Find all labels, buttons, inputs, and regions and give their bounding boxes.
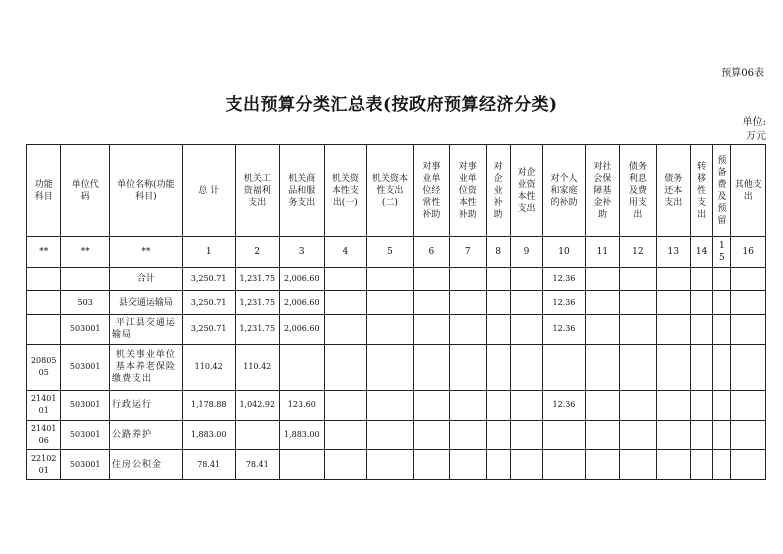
table-row: [27, 291, 766, 315]
column-index: **: [27, 237, 61, 268]
amount-cell: [450, 291, 486, 315]
amount-cell: [731, 420, 766, 450]
unit-code-cell: 503001: [61, 420, 110, 450]
amount-cell: [585, 450, 619, 480]
column-header: 对事 业单 位经 常性 补助: [413, 145, 449, 237]
amount-cell: [510, 344, 542, 390]
amount-cell: [656, 267, 690, 291]
unit-name-cell: 平江县交通运输局: [109, 315, 182, 345]
column-header: 预 备 费 及 预 留: [713, 145, 731, 237]
column-index: 1: [182, 237, 235, 268]
column-index: 14: [690, 237, 712, 268]
unit-name-cell: 行政运行: [109, 390, 182, 420]
amount-cell: [450, 450, 486, 480]
amount-cell: [543, 420, 586, 450]
unit-code-cell: [61, 267, 110, 291]
amount-cell: [413, 420, 449, 450]
amount-cell: 2,006.60: [280, 315, 325, 345]
unit-code-cell: 503001: [61, 450, 110, 480]
amount-cell: [413, 390, 449, 420]
amount-cell: [585, 291, 619, 315]
column-header: 机关商 品和服 务支出: [280, 145, 325, 237]
amount-cell: [324, 344, 367, 390]
amount-cell: [367, 291, 414, 315]
column-header: 转 移 性 支 出: [690, 145, 712, 237]
amount-cell: [656, 420, 690, 450]
amount-cell: 1,883.00: [182, 420, 235, 450]
amount-cell: 12.36: [543, 291, 586, 315]
amount-cell: [450, 344, 486, 390]
amount-cell: [620, 450, 656, 480]
unit-code-cell: 503001: [61, 344, 110, 390]
column-index: 13: [656, 237, 690, 268]
amount-cell: [413, 267, 449, 291]
amount-cell: [450, 420, 486, 450]
column-index: 11: [585, 237, 619, 268]
unit-code-cell: 503001: [61, 315, 110, 345]
amount-cell: 1,231.75: [235, 267, 280, 291]
amount-cell: 110.42: [235, 344, 280, 390]
amount-cell: [731, 344, 766, 390]
amount-cell: [585, 315, 619, 345]
table-row: [27, 315, 766, 345]
amount-cell: [690, 315, 712, 345]
unit-note: [720, 116, 766, 144]
column-header: 机关资 本性支 出(一): [324, 145, 367, 237]
function-code-cell: [27, 267, 61, 291]
amount-cell: 3,250.71: [182, 267, 235, 291]
amount-cell: [656, 344, 690, 390]
table-row: [27, 420, 766, 450]
amount-cell: [510, 267, 542, 291]
column-index: 16: [731, 237, 766, 268]
amount-cell: [620, 315, 656, 345]
amount-cell: [486, 390, 510, 420]
amount-cell: [543, 344, 586, 390]
column-header: 总 计: [182, 145, 235, 237]
amount-cell: [324, 267, 367, 291]
column-header: 机关资本 性支出 (二): [367, 145, 414, 237]
amount-cell: [543, 450, 586, 480]
function-code-cell: 21401 06: [27, 420, 61, 450]
amount-cell: 12.36: [543, 390, 586, 420]
amount-cell: [656, 315, 690, 345]
amount-cell: [656, 291, 690, 315]
column-index: 5: [367, 237, 414, 268]
column-index: **: [109, 237, 182, 268]
table-row: [27, 390, 766, 420]
column-header: 单位代 码: [61, 145, 110, 237]
amount-cell: [713, 420, 731, 450]
amount-cell: 110.42: [182, 344, 235, 390]
amount-cell: [324, 450, 367, 480]
amount-cell: 3,250.71: [182, 315, 235, 345]
column-header: 对社 会保 障基 金补 助: [585, 145, 619, 237]
amount-cell: [510, 291, 542, 315]
column-index: **: [61, 237, 110, 268]
unit-name-cell: 机关事业单位基本养老保险缴费支出: [109, 344, 182, 390]
amount-cell: [585, 344, 619, 390]
amount-cell: 1,883.00: [280, 420, 325, 450]
amount-cell: [486, 420, 510, 450]
header-row: [27, 145, 766, 237]
budget-table: [26, 144, 766, 480]
amount-cell: 12.36: [543, 267, 586, 291]
unit-name-cell: 住房公积金: [109, 450, 182, 480]
amount-cell: [620, 267, 656, 291]
amount-cell: [367, 450, 414, 480]
amount-cell: [731, 291, 766, 315]
amount-cell: [731, 267, 766, 291]
column-header: 对个人 和家庭 的补助: [543, 145, 586, 237]
column-index: 10: [543, 237, 586, 268]
amount-cell: 1,231.75: [235, 291, 280, 315]
amount-cell: [656, 390, 690, 420]
amount-cell: [713, 390, 731, 420]
amount-cell: [690, 291, 712, 315]
amount-cell: [510, 390, 542, 420]
amount-cell: 1,042.92: [235, 390, 280, 420]
amount-cell: [413, 344, 449, 390]
column-header: 其他支 出: [731, 145, 766, 237]
amount-cell: [280, 450, 325, 480]
function-code-cell: [27, 291, 61, 315]
column-header: 债务 利息 及费 用支 出: [620, 145, 656, 237]
unit-value: 万元: [746, 131, 766, 142]
amount-cell: [450, 267, 486, 291]
column-index: 12: [620, 237, 656, 268]
amount-cell: [620, 390, 656, 420]
document-code: 预算06表: [721, 68, 764, 79]
amount-cell: [690, 420, 712, 450]
amount-cell: [620, 344, 656, 390]
table-row: [27, 450, 766, 480]
amount-cell: [324, 420, 367, 450]
amount-cell: [690, 450, 712, 480]
column-header: 对 企 业 补 助: [486, 145, 510, 237]
amount-cell: [731, 390, 766, 420]
column-index: 9: [510, 237, 542, 268]
column-index: 7: [450, 237, 486, 268]
amount-cell: [585, 267, 619, 291]
unit-code-cell: 503001: [61, 390, 110, 420]
amount-cell: 1,231.75: [235, 315, 280, 345]
table-row: [27, 344, 766, 390]
unit-name-cell: 公路养护: [109, 420, 182, 450]
amount-cell: [367, 344, 414, 390]
amount-cell: 123.60: [280, 390, 325, 420]
column-header: 功能 科目: [27, 145, 61, 237]
amount-cell: 1,178.88: [182, 390, 235, 420]
amount-cell: [235, 420, 280, 450]
amount-cell: 78.41: [235, 450, 280, 480]
amount-cell: [713, 267, 731, 291]
amount-cell: [280, 344, 325, 390]
amount-cell: 3,250.71: [182, 291, 235, 315]
unit-label: 单位:: [742, 117, 766, 128]
unit-code-cell: 503: [61, 291, 110, 315]
amount-cell: [486, 291, 510, 315]
amount-cell: [713, 315, 731, 345]
amount-cell: [367, 315, 414, 345]
table-row: [27, 267, 766, 291]
column-index: 2: [235, 237, 280, 268]
amount-cell: [413, 291, 449, 315]
amount-cell: [510, 420, 542, 450]
amount-cell: [486, 344, 510, 390]
column-header: 债务 还本 支出: [656, 145, 690, 237]
amount-cell: [450, 315, 486, 345]
column-header: 机关工 资福利 支出: [235, 145, 280, 237]
column-index: 4: [324, 237, 367, 268]
column-header: 对事 业单 位资 本性 补助: [450, 145, 486, 237]
amount-cell: [367, 420, 414, 450]
column-index: 1 5: [713, 237, 731, 268]
amount-cell: [510, 315, 542, 345]
amount-cell: [656, 450, 690, 480]
amount-cell: [731, 450, 766, 480]
amount-cell: 12.36: [543, 315, 586, 345]
amount-cell: [324, 315, 367, 345]
function-code-cell: [27, 315, 61, 345]
amount-cell: [510, 450, 542, 480]
amount-cell: [324, 291, 367, 315]
amount-cell: [620, 420, 656, 450]
unit-name-cell: 合计: [109, 267, 182, 291]
column-index: 8: [486, 237, 510, 268]
amount-cell: [367, 390, 414, 420]
amount-cell: [620, 291, 656, 315]
unit-name-cell: 县交通运输局: [109, 291, 182, 315]
amount-cell: [413, 315, 449, 345]
amount-cell: [713, 344, 731, 390]
amount-cell: [486, 450, 510, 480]
amount-cell: [585, 390, 619, 420]
amount-cell: [486, 315, 510, 345]
amount-cell: [713, 291, 731, 315]
amount-cell: 78.41: [182, 450, 235, 480]
amount-cell: [690, 267, 712, 291]
amount-cell: 2,006.60: [280, 267, 325, 291]
function-code-cell: 20805 05: [27, 344, 61, 390]
amount-cell: [585, 420, 619, 450]
amount-cell: [713, 450, 731, 480]
amount-cell: [450, 390, 486, 420]
amount-cell: [486, 267, 510, 291]
amount-cell: [367, 267, 414, 291]
column-index: 3: [280, 237, 325, 268]
column-index-row: [27, 237, 766, 268]
function-code-cell: 22102 01: [27, 450, 61, 480]
function-code-cell: 21401 01: [27, 390, 61, 420]
amount-cell: [690, 344, 712, 390]
amount-cell: 2,006.60: [280, 291, 325, 315]
amount-cell: [731, 315, 766, 345]
column-index: 6: [413, 237, 449, 268]
amount-cell: [690, 390, 712, 420]
amount-cell: [413, 450, 449, 480]
amount-cell: [324, 390, 367, 420]
page-title: 支出预算分类汇总表(按政府预算经济分类): [225, 95, 558, 115]
column-header: 对企 业资 本性 支出: [510, 145, 542, 237]
column-header: 单位名称(功能 科目): [109, 145, 182, 237]
